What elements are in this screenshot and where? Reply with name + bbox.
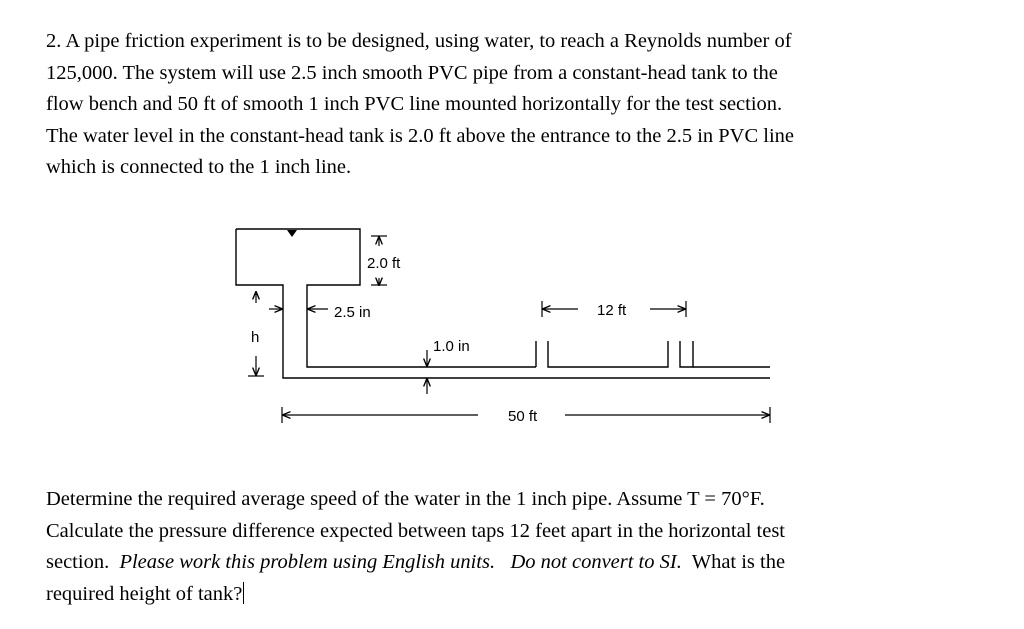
tank-height-label: 2.0 ft	[367, 255, 401, 272]
problem-line-2: 125,000. The system will use 2.5 inch smooth PVC pipe from a constant-head tank to the	[46, 61, 778, 84]
tap-spacing-label: 12 ft	[597, 302, 627, 319]
question-line-3	[46, 547, 986, 579]
question-line-3-end: What is the	[681, 551, 786, 573]
question-line-4-text: required height of tank?	[46, 582, 243, 605]
question-line-3-start: section.	[46, 551, 120, 573]
problem-line-1: 2. A pipe friction experiment is to be designed, using water, to reach a Reynolds number of	[46, 30, 792, 52]
water-level-marker	[287, 230, 297, 237]
h-label: h	[251, 329, 260, 346]
question-line-1: Determine the required average speed of the water in the 1 inch pipe. Assume T = 70°F.	[46, 488, 765, 510]
large-pipe-label: 2.5 in	[334, 304, 371, 321]
tank-and-pipe-outline	[236, 229, 770, 378]
question-line-2: Calculate the pressure difference expected between taps 12 feet apart in the horizontal test	[46, 519, 786, 542]
units-instruction: Please work this problem using English units. Do not convert to SI.	[119, 551, 682, 573]
small-pipe-label: 1.0 in	[433, 338, 470, 355]
problem-line-3: flow bench and 50 ft of smooth 1 inch PVC line mounted horizontally for the test section.	[46, 93, 783, 115]
test-length-label: 50 ft	[508, 408, 538, 425]
problem-line-5: which is connected to the 1 inch line.	[46, 156, 352, 178]
text-cursor	[243, 582, 244, 604]
problem-line-4: The water level in the constant-head tank is 2.0 ft above the entrance to the 2.5 in PVC line	[46, 124, 795, 147]
question-line-4[interactable]	[46, 579, 986, 611]
question-statement	[46, 484, 986, 610]
